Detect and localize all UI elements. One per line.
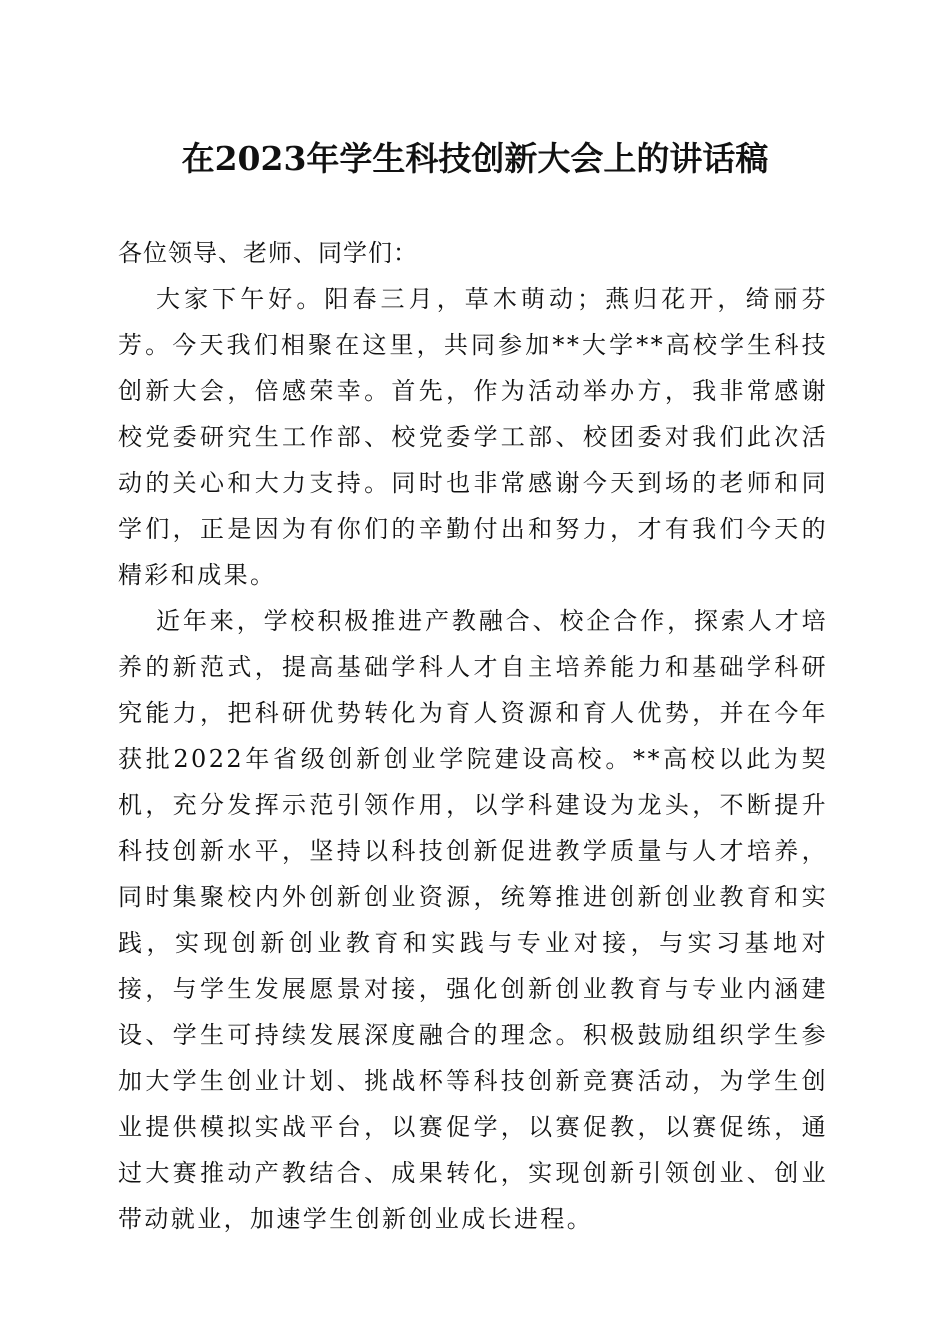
document-title: 在2023年学生科技创新大会上的讲话稿 — [181, 139, 769, 178]
salutation: 各位领导、老师、同学们： — [118, 239, 418, 267]
paragraph-1: 大家下午好。阳春三月，草木萌动；燕归花开，绮丽芬芳。今天我们相聚在这里，共同参加**大学**高校学生科技创新大会，倍感荣幸。首先，作为活动举办方，我非常感谢校党委研究生工作部、校党委学工部、校团委对我们此次活动的关心和大力支持。同时也非常感谢今天到场的老师和同学们，正是因为有你们的辛勤付出和努力，才有我们今天的精彩和成果。 — [118, 285, 828, 589]
document-body — [118, 230, 828, 1242]
paragraph-2: 近年来，学校积极推进产教融合、校企合作，探索人才培养的新范式，提高基础学科人才自主培养能力和基础学科研究能力，把科研优势转化为育人资源和育人优势，并在今年获批2022年省级创新创业学院建设高校。**高校以此为契机，充分发挥示范引领作用，以学科建设为龙头，不断提升科技创新水平，坚持以科技创新促进教学质量与人才培养，同时集聚校内外创新创业资源，统筹推进创新创业教育和实践，实现创新创业教育和实践与专业对接，与实习基地对接，与学生发展愿景对接，强化创新创业教育与专业内涵建设、学生可持续发展深度融合的理念。积极鼓励组织学生参加大学生创业计划、挑战杯等科技创新竞赛活动，为学生创业提供模拟实战平台，以赛促学，以赛促教，以赛促练，通过大赛推动产教结合、成果转化，实现创新引领创业、创业带动就业，加速学生创新创业成长进程。 — [118, 607, 828, 1233]
